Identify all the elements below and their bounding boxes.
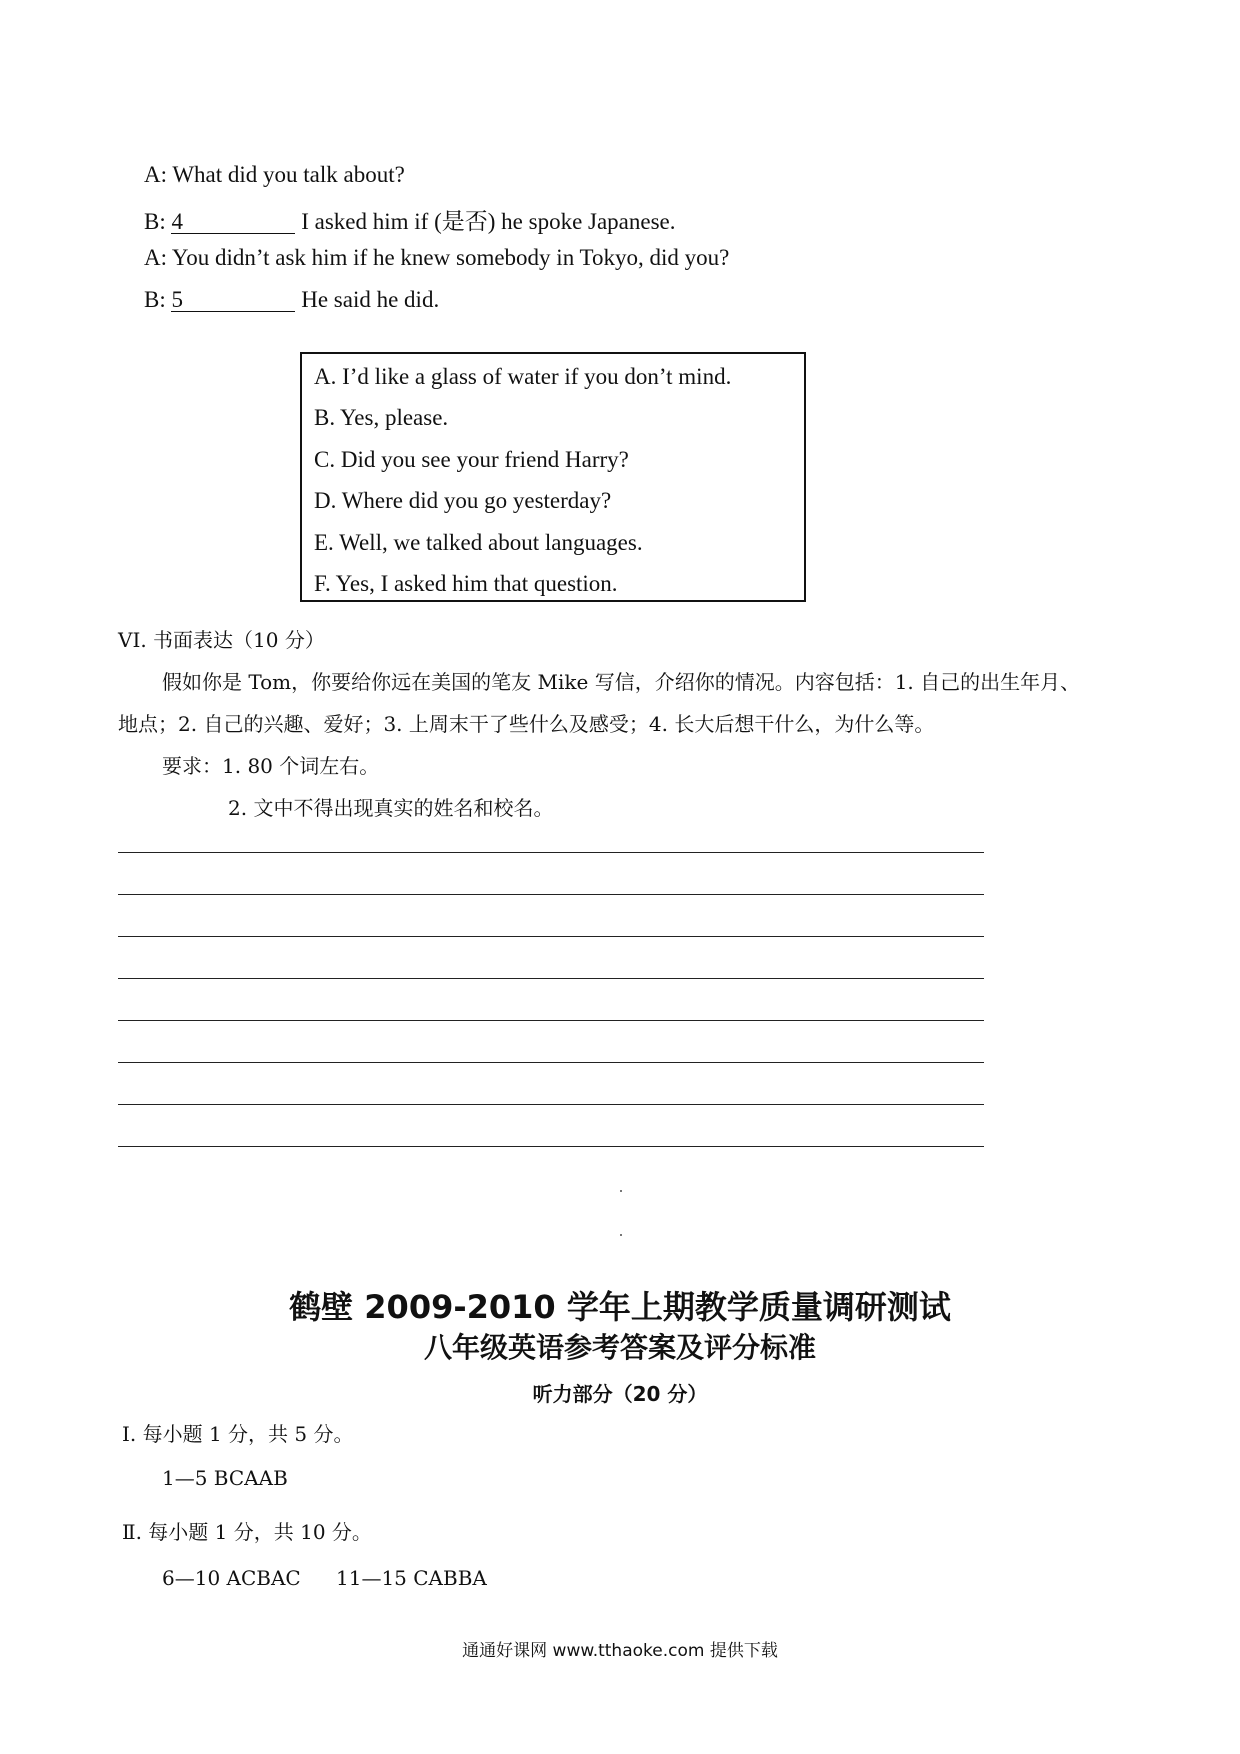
scan-speck	[620, 1190, 622, 1192]
answer-key-subtitle: 八年级英语参考答案及评分标准	[423, 1331, 816, 1364]
writing-line[interactable]	[118, 852, 984, 853]
writing-line[interactable]	[118, 1020, 984, 1021]
part1-answers: 1—5 BCAAB	[162, 1466, 288, 1490]
writing-prompt-line-1: 假如你是 Tom，你要给你远在美国的笔友 Mike 写信，介绍你的情况。内容包括：1. 自己的出生年月、	[162, 670, 1081, 694]
dialogue-line-1: A: What did you talk about?	[144, 162, 405, 187]
listening-section-heading: 听力部分（20 分）	[532, 1382, 708, 1406]
option-b: B. Yes, please.	[314, 405, 449, 430]
writing-line[interactable]	[118, 936, 984, 937]
answer-blank-5[interactable]: 5	[171, 288, 295, 312]
writing-line[interactable]	[118, 1146, 984, 1147]
answer-blank-4[interactable]: 4	[171, 210, 295, 234]
writing-prompt-line-2: 地点；2. 自己的兴趣、爱好；3. 上周末干了些什么及感受；4. 长大后想干什么，为什么等。	[118, 712, 935, 736]
part1-heading: Ⅰ. 每小题 1 分，共 5 分。	[122, 1422, 354, 1446]
dialogue-line-3: A: You didn’t ask him if he knew somebody in Tokyo, did you?	[144, 245, 730, 270]
option-c: C. Did you see your friend Harry?	[314, 447, 629, 472]
scan-speck	[620, 1234, 622, 1236]
option-a: A. I’d like a glass of water if you don’t mind.	[314, 364, 732, 389]
footer-text: 通通好课网 www.tthaoke.com 提供下载	[462, 1641, 778, 1661]
writing-line[interactable]	[118, 894, 984, 895]
writing-heading: VI. 书面表达（10 分）	[118, 628, 325, 652]
part2-answers-b: 11—15 CABBA	[336, 1566, 487, 1590]
option-f: F. Yes, I asked him that question.	[314, 571, 618, 596]
writing-line[interactable]	[118, 1062, 984, 1063]
dialogue-line-4: B: 5 He said he did.	[144, 287, 440, 312]
dialogue-line-2: B: 4 I asked him if (是否) he spoke Japanese.	[144, 209, 676, 234]
options-box	[300, 352, 806, 602]
writing-line[interactable]	[118, 978, 984, 979]
writing-line[interactable]	[118, 1104, 984, 1105]
part2-answers-a: 6—10 ACBAC	[162, 1566, 301, 1590]
answer-key-title: 鹤壁 2009-2010 学年上期教学质量调研测试	[289, 1288, 951, 1326]
option-d: D. Where did you go yesterday?	[314, 488, 612, 513]
writing-requirement-1: 要求：1. 80 个词左右。	[162, 754, 380, 778]
writing-requirement-2: 2. 文中不得出现真实的姓名和校名。	[228, 796, 554, 820]
option-e: E. Well, we talked about languages.	[314, 530, 643, 555]
part2-heading: Ⅱ. 每小题 1 分，共 10 分。	[122, 1520, 372, 1544]
